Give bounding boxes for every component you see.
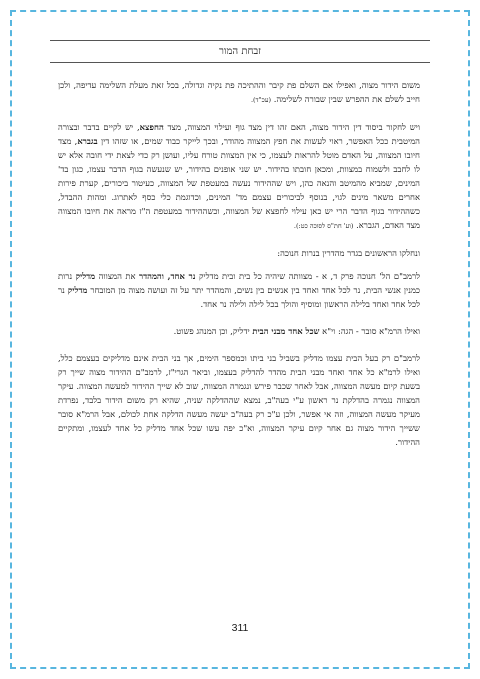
bold-term: שכל אחד מבני הבית	[252, 326, 320, 336]
text-run: ונחלקו הראשונים בגדר מהדרין בנרות חנוכה:	[277, 248, 420, 258]
text-run: משום הידור מצוה, ואפילו אם השלם פת קיבר וההתיכה פת נקיה וגדולה, בכל זאת מעלת השלימה עדיפה, ולכן חייב לשלם את ההפרש שבין שבורה לשלימה.	[58, 80, 420, 104]
paragraph	[58, 246, 420, 260]
bold-term: בגברא	[77, 136, 98, 146]
text-run: , יש לקיים בדבר ובצורה המיטבית ככל האפשר, ראוי לעשות את חפץ המצווה מהודר, ובכך לייקר כבוד שמים, או שזהו דין	[58, 122, 420, 146]
text-run: ואילו הרמ"א סובר - הגה: וי"א	[319, 326, 420, 336]
header-bottom-rule	[50, 62, 430, 63]
citation-note: (עכ"ד).	[250, 96, 272, 104]
body-text	[58, 78, 420, 462]
text-run: לרמב"ם הל' חנוכה פרק ד, א - מצוותה שיהיה כל בית ובית מדליק	[195, 271, 420, 281]
bold-term: החפצא	[139, 122, 164, 132]
paragraph	[58, 269, 420, 311]
bold-term: מדליק	[67, 285, 88, 295]
citation-note: (וע' חת"ס לסוכה כט:).	[293, 222, 354, 230]
bold-term: נר אחד, והמהדר	[139, 271, 196, 281]
text-run: נר לכל אחד ואחד בלילה הראשון ומוסיף והולך בכל לילה ולילה נר אחד.	[58, 285, 420, 309]
text-run: את המצווה	[95, 271, 139, 281]
paragraph	[58, 351, 420, 449]
paragraph	[58, 324, 420, 338]
text-run: נרות כמנין אנשי הבית, נר לכל אחד ואחד בין אנשים בין נשים, והמהדר יתר על זה ועושה מצוה מן המובחר	[58, 271, 421, 295]
text-run: ידליק, וכן המנהג פשוט.	[173, 326, 253, 336]
bold-term: מדליק	[75, 271, 96, 281]
running-header	[50, 40, 430, 62]
text-run: לרמב"ם רק בעל הבית עצמו מדליק בשביל בני ביתו וכמספר הימים, אך בני הבית אינם מדליקים בעצמם כלל, ואילו לרמ"א כל אחד ואחד מבני הבית מהדר להדליק בעצמו, וביאר הגרי"ז, לרמב"ם ההידור מצוה שייך רק בשעת קיום מעשה המצווה, אבל לאחר שכבר פירש ונגמרה המצווה, שוב לא שייך ההידור למעשה המצווה. עיקר המצווה נגמרה בהדלקת נר ראשון ע"י בעה"ב, נמצא שההדלקה שניה, שהיא רק משום הידור בלבד, נפרדת מעיקר מעשה המצווה, וזה אי אפשר, ולכן ע"כ רק בעה"ב יעשה מעשה הדלקה אחת לכולם, אבל הרמ"א סובר ששייך הידור מצוה גם אחר קיום עיקר המצווה, וא"כ יפה עשו שכל אחד מדליק כל אחד לעצמו, ומתקיים ההידור.	[58, 353, 420, 447]
text-run: , מצד חיובו המצווה, על האדם מוטל להראות לעצמו, כי אין המצוות טורח עליו, ועושן רק כדי לצאת ידי חובה אלא יש לו לחבב ולשמוח במצוות, ומכאן חובתו בהידור. יש שני אופנים בהידור, יש שנעשה בגוף הדבר עצמו, כגון בד' המינים, שמביא מהמיטב והנאה כהן, ויש שההידור נעשה במעטפת של המצווה, כעיטור ביכורים, קערת פירות אחרים משאר מינים לגוי, בנוסף לביכורים עצמם מד' המינים, וכדוגמת כלי כסף לאתרוג. ומהות ההבדל, כשההידור בגוף הדבר הרי יש כאן עילוי לחפצא של המצווה, וכשההידור במעטפת ה"ז מראה את חיובו המצווה מצד האדם, הגברא.	[58, 136, 420, 230]
paragraph	[58, 78, 420, 107]
text-run: ויש לחקור ביסוד דין הידור מצוה, האם זהו דין מצד גוף ועילוי המצווה, מצד	[163, 122, 420, 132]
header-title: זבחת המור	[219, 45, 261, 57]
paragraph	[58, 120, 420, 233]
page-number: 311	[231, 622, 249, 634]
